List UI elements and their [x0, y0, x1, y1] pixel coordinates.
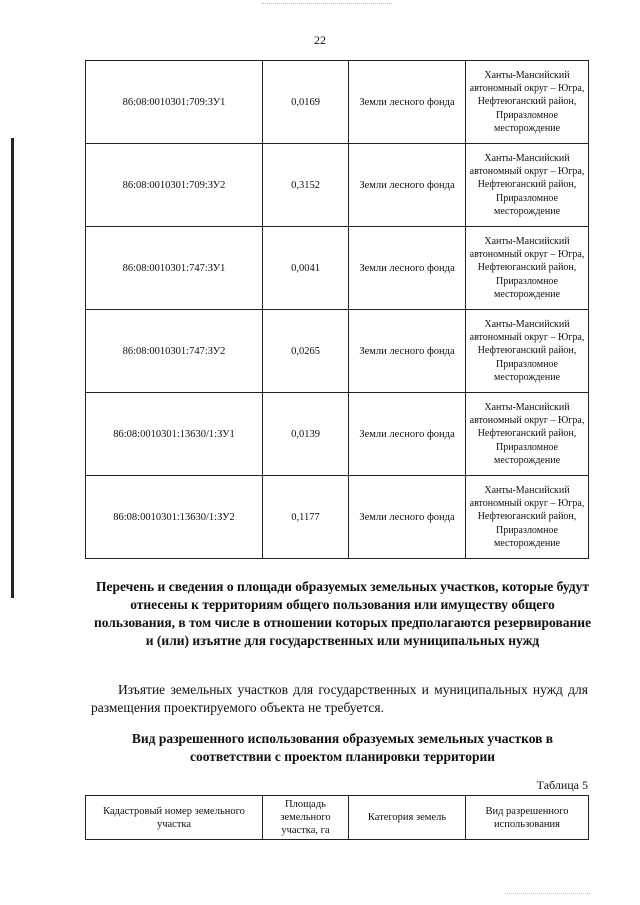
table-caption: Таблица 5: [536, 778, 588, 792]
location-cell: Ханты-Мансийский автономный округ – Югра, Нефтеюганский район, Приразломное месторождение: [466, 393, 589, 476]
table-5: [85, 795, 589, 840]
area-cell: 0,3152: [263, 144, 349, 227]
column-header-category: Категория земель: [349, 796, 466, 840]
table-row: [86, 144, 589, 227]
land-category-cell: Земли лесного фонда: [349, 476, 466, 559]
scan-artifact-top: [262, 3, 392, 9]
section-heading-permitted-use: Вид разрешенного использования образуемых земельных участков в соответствии с проектом планировки территории: [131, 731, 554, 764]
column-header-cadastral-number: Кадастровый номер земельного участка: [86, 796, 263, 840]
cadastral-number-cell: 86:08:0010301:747:ЗУ1: [86, 227, 263, 310]
location-cell: Ханты-Мансийский автономный округ – Югра, Нефтеюганский район, Приразломное месторождение: [466, 227, 589, 310]
location-cell: Ханты-Мансийский автономный округ – Югра, Нефтеюганский район, Приразломное месторождение: [466, 61, 589, 144]
column-header-area: Площадь земельного участка, га: [263, 796, 349, 840]
location-cell: Ханты-Мансийский автономный округ – Югра, Нефтеюганский район, Приразломное месторождение: [466, 310, 589, 393]
table-row: [86, 227, 589, 310]
table-5-header-row: [86, 796, 589, 840]
land-category-cell: Земли лесного фонда: [349, 227, 466, 310]
area-cell: 0,1177: [263, 476, 349, 559]
table-row: [86, 393, 589, 476]
area-cell: 0,0139: [263, 393, 349, 476]
land-category-cell: Земли лесного фонда: [349, 393, 466, 476]
table-row: [86, 310, 589, 393]
section-heading-land-plots-list: Перечень и сведения о площади образуемых земельных участков, которые будут отнесены к территориям общего пользования или имуществу общего пользования, в том числе в отношении которых предполагаются резервирование и (или) изъятие для государственных или муниципальных нужд: [93, 579, 592, 648]
paragraph-withdrawal: Изъятие земельных участков для государственных и муниципальных нужд для размещения проектируемого объекта не требуется.: [91, 682, 588, 715]
column-header-permitted-use: Вид разрешенного использования: [466, 796, 589, 840]
location-cell: Ханты-Мансийский автономный округ – Югра, Нефтеюганский район, Приразломное месторождение: [466, 476, 589, 559]
table-row: [86, 61, 589, 144]
scan-artifact-bottom: [505, 893, 590, 897]
table-row: [86, 476, 589, 559]
land-plots-table-body: [86, 61, 589, 559]
area-cell: 0,0169: [263, 61, 349, 144]
cadastral-number-cell: 86:08:0010301:747:ЗУ2: [86, 310, 263, 393]
location-cell: Ханты-Мансийский автономный округ – Югра, Нефтеюганский район, Приразломное месторождение: [466, 144, 589, 227]
land-category-cell: Земли лесного фонда: [349, 61, 466, 144]
area-cell: 0,0041: [263, 227, 349, 310]
page-number: 22: [314, 33, 326, 47]
scan-edge-bar: [11, 138, 14, 598]
land-plots-table: [85, 60, 589, 559]
land-category-cell: Земли лесного фонда: [349, 144, 466, 227]
area-cell: 0,0265: [263, 310, 349, 393]
cadastral-number-cell: 86:08:0010301:709:ЗУ2: [86, 144, 263, 227]
cadastral-number-cell: 86:08:0010301:13630/1:ЗУ2: [86, 476, 263, 559]
cadastral-number-cell: 86:08:0010301:13630/1:ЗУ1: [86, 393, 263, 476]
cadastral-number-cell: 86:08:0010301:709:ЗУ1: [86, 61, 263, 144]
land-category-cell: Земли лесного фонда: [349, 310, 466, 393]
